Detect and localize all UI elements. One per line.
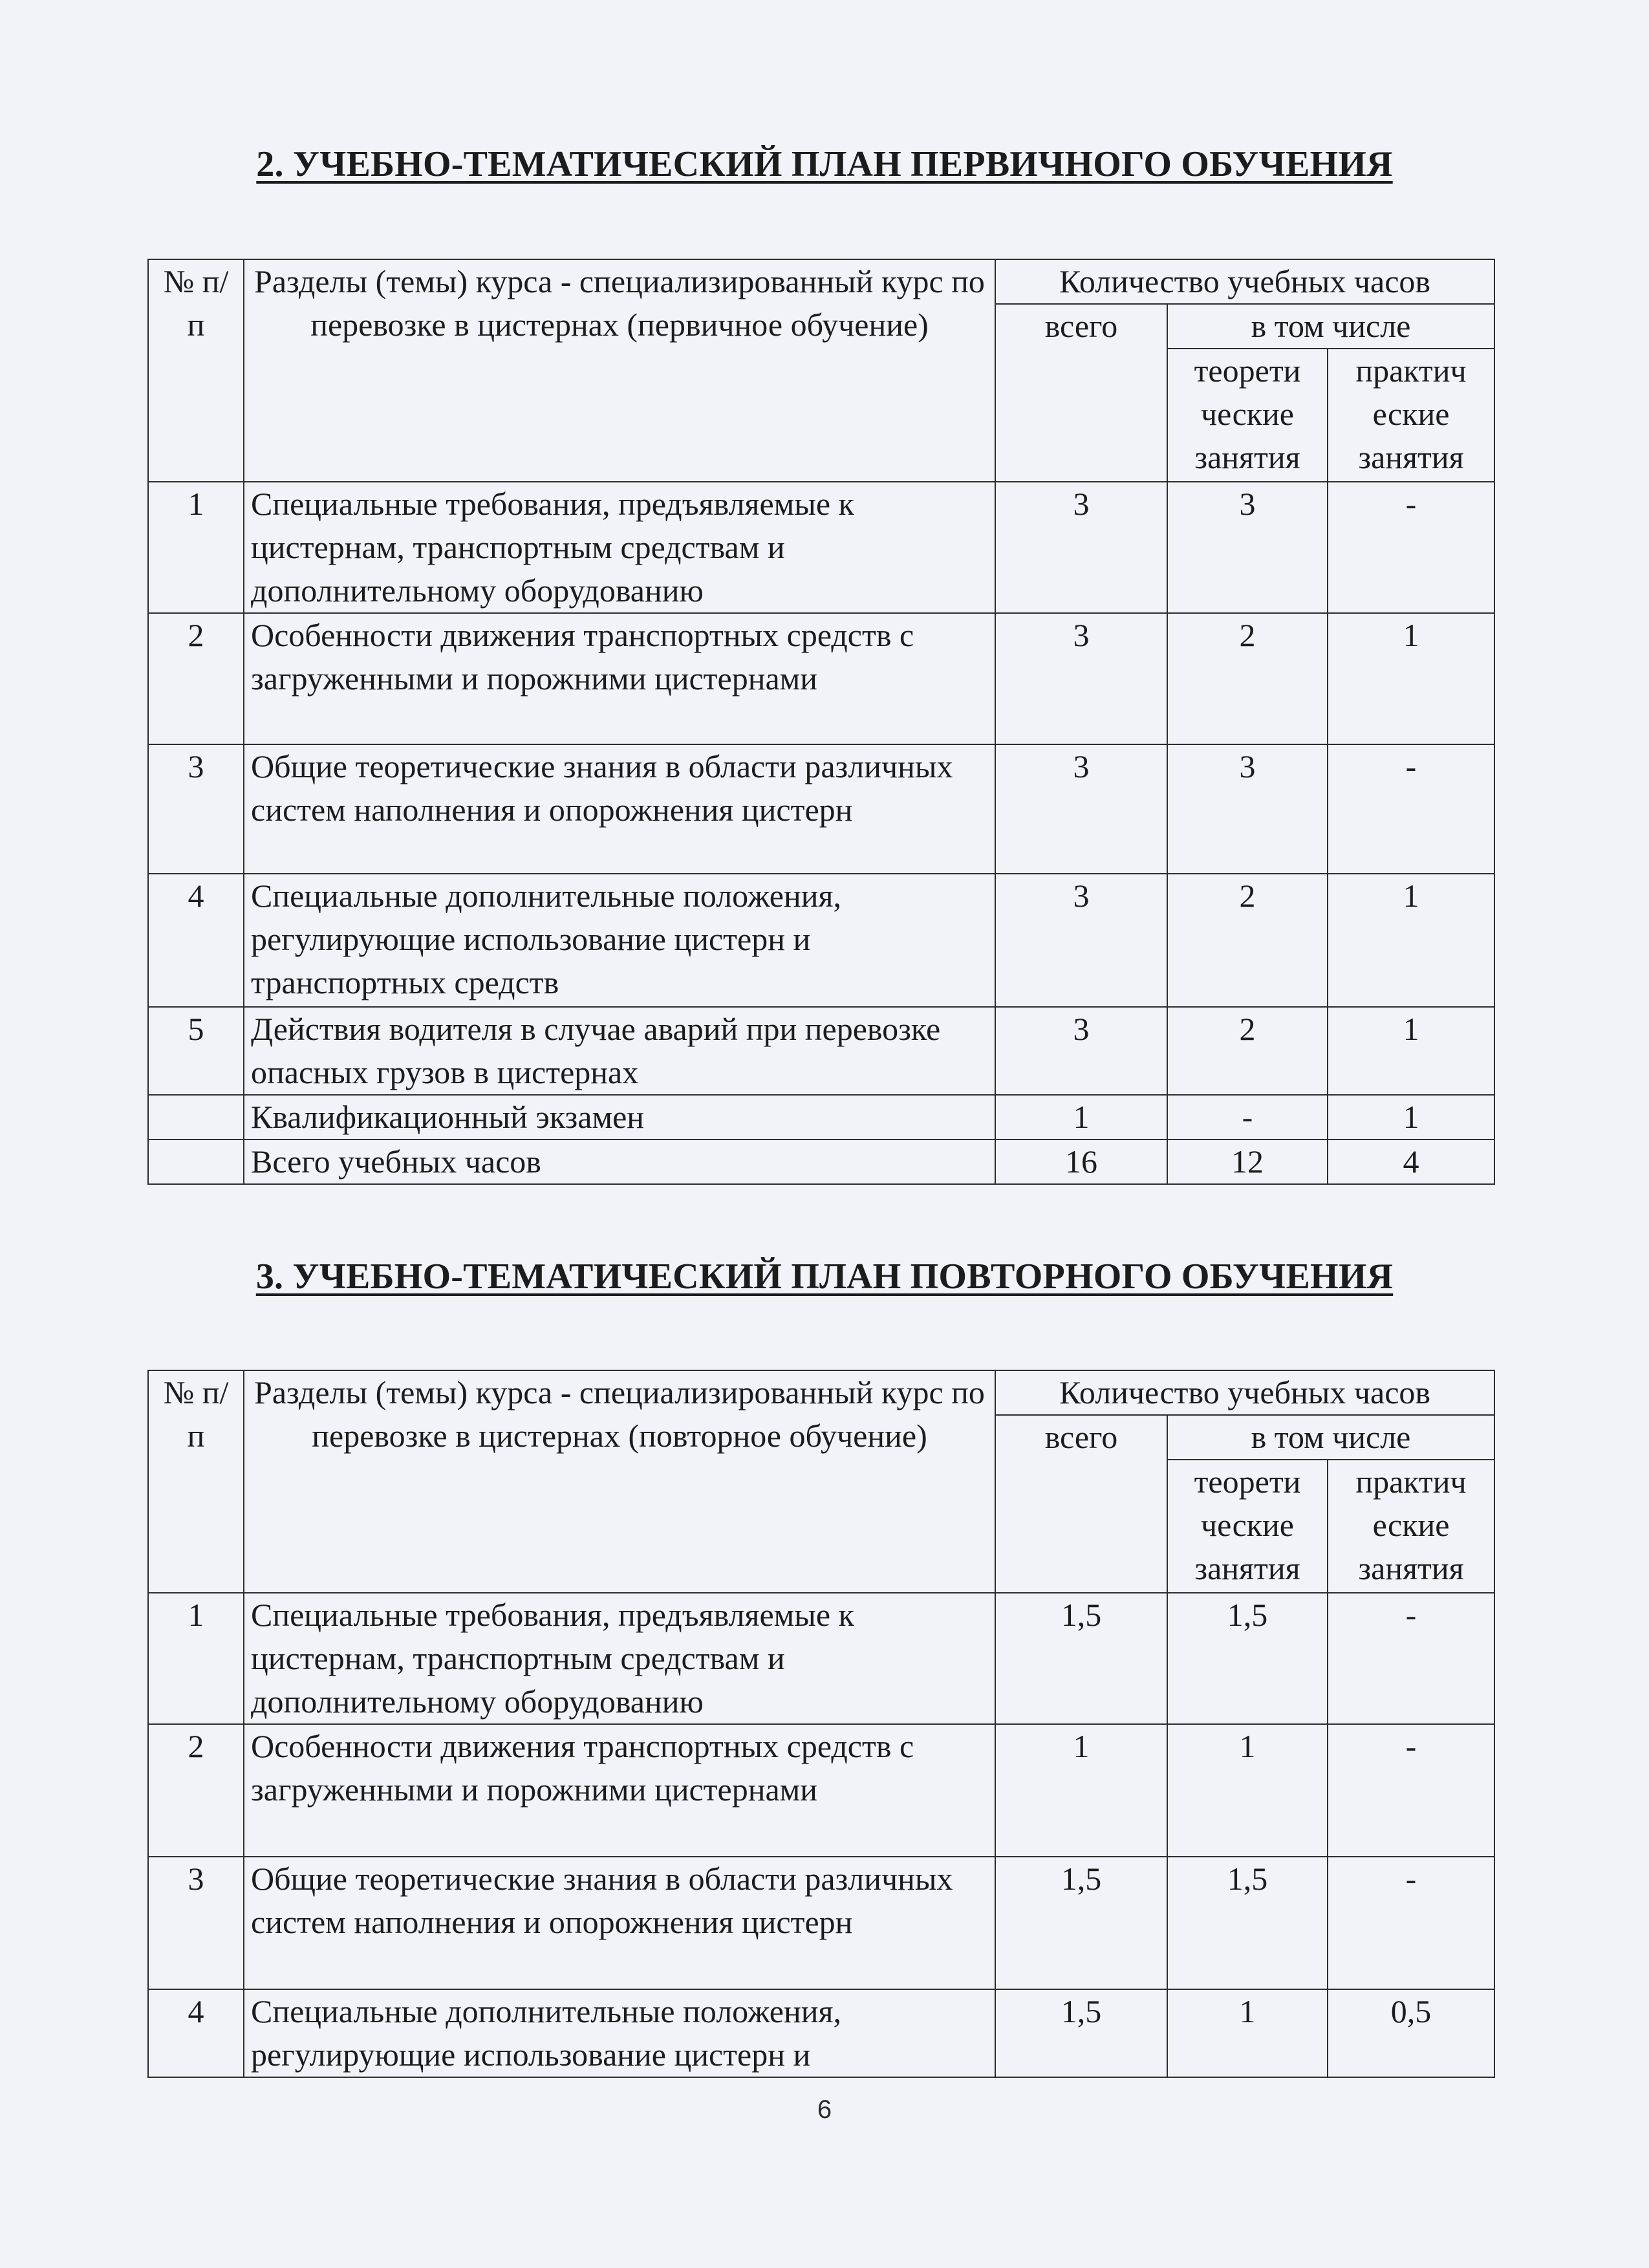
header-theory: теорети ческие занятия: [1167, 349, 1328, 482]
header-practice: практич еские занятия: [1328, 1460, 1494, 1593]
table-row: [148, 1857, 1494, 1989]
header-practice: практич еские занятия: [1328, 349, 1494, 482]
table-row: [148, 874, 1494, 1007]
row-total: 3: [995, 1007, 1167, 1095]
row-num: 4: [148, 874, 244, 1007]
row-total: 3: [995, 744, 1167, 874]
row-theory: 1: [1167, 1989, 1328, 2077]
header-topic: Разделы (темы) курса - специализированный курс по перевозке в цистернах (первичное обучение): [244, 259, 995, 482]
row-total: 1,5: [995, 1857, 1167, 1989]
row-theory: 1: [1167, 1724, 1328, 1857]
repeat-training-plan-table: [147, 1370, 1495, 2078]
row-total: 1,5: [995, 1989, 1167, 2077]
header-hours: Количество учебных часов: [995, 259, 1494, 304]
table-row: [148, 1007, 1494, 1095]
row-practice: -: [1328, 1593, 1494, 1724]
row-topic: Общие теоретические знания в области различных систем наполнения и опорожнения цистерн: [244, 1857, 995, 1989]
header-topic: Разделы (темы) курса - специализированный курс по перевозке в цистернах (повторное обучение): [244, 1370, 995, 1593]
row-num: [148, 1139, 244, 1184]
row-total: 1,5: [995, 1593, 1167, 1724]
header-including: в том числе: [1167, 1415, 1494, 1460]
row-theory: -: [1167, 1095, 1328, 1139]
row-practice: 4: [1328, 1139, 1494, 1184]
row-theory: 2: [1167, 874, 1328, 1007]
row-num: 5: [148, 1007, 244, 1095]
header-hours: Количество учебных часов: [995, 1370, 1494, 1415]
row-num: 2: [148, 613, 244, 744]
row-topic: Особенности движения транспортных средств с загруженными и порожними цистернами: [244, 613, 995, 744]
section-heading-primary-training: 2. УЧЕБНО-ТЕМАТИЧЕСКИЙ ПЛАН ПЕРВИЧНОГО ОБУЧЕНИЯ: [256, 144, 1393, 184]
row-total: 1: [995, 1724, 1167, 1857]
table-row: [148, 1989, 1494, 2077]
row-theory: 3: [1167, 744, 1328, 874]
row-topic: Особенности движения транспортных средств с загруженными и порожними цистернами: [244, 1724, 995, 1857]
header-num: № п/п: [148, 259, 244, 482]
row-practice: 1: [1328, 874, 1494, 1007]
header-total: всего: [995, 1415, 1167, 1593]
row-practice: -: [1328, 1724, 1494, 1857]
row-practice: 1: [1328, 613, 1494, 744]
row-topic: Специальные дополнительные положения, регулирующие использование цистерн и транспортных средств: [244, 874, 995, 1007]
row-theory: 1,5: [1167, 1593, 1328, 1724]
row-practice: -: [1328, 1857, 1494, 1989]
row-theory: 3: [1167, 482, 1328, 613]
row-topic: Специальные дополнительные положения, регулирующие использование цистерн и: [244, 1989, 995, 2077]
row-practice: 1: [1328, 1095, 1494, 1139]
row-num: 3: [148, 744, 244, 874]
row-total: 3: [995, 613, 1167, 744]
section-heading-repeat-training: 3. УЧЕБНО-ТЕМАТИЧЕСКИЙ ПЛАН ПОВТОРНОГО ОБУЧЕНИЯ: [255, 1257, 1394, 1297]
table-row: [148, 1593, 1494, 1724]
table-row: [148, 1724, 1494, 1857]
table-row: [148, 744, 1494, 874]
header-total: всего: [995, 304, 1167, 482]
table-row: [148, 613, 1494, 744]
row-num: 4: [148, 1989, 244, 2077]
primary-training-plan-table: [147, 259, 1495, 1185]
row-theory: 2: [1167, 1007, 1328, 1095]
row-topic: Всего учебных часов: [244, 1139, 995, 1184]
row-total: 3: [995, 482, 1167, 613]
row-topic: Специальные требования, предъявляемые к цистернам, транспортным средствам и дополнительному оборудованию: [244, 482, 995, 613]
row-total: 16: [995, 1139, 1167, 1184]
row-practice: -: [1328, 482, 1494, 613]
row-theory: 1,5: [1167, 1857, 1328, 1989]
row-practice: 1: [1328, 1007, 1494, 1095]
row-num: 3: [148, 1857, 244, 1989]
row-num: 1: [148, 1593, 244, 1724]
header-num: № п/п: [148, 1370, 244, 1593]
row-topic: Специальные требования, предъявляемые к цистернам, транспортным средствам и дополнительному оборудованию: [244, 1593, 995, 1724]
row-num: 2: [148, 1724, 244, 1857]
row-practice: 0,5: [1328, 1989, 1494, 2077]
row-num: [148, 1095, 244, 1139]
row-practice: -: [1328, 744, 1494, 874]
row-total: 1: [995, 1095, 1167, 1139]
page-number: 6: [817, 2095, 832, 2124]
row-total: 3: [995, 874, 1167, 1007]
row-theory: 2: [1167, 613, 1328, 744]
table-row-exam: [148, 1095, 1494, 1139]
row-topic: Действия водителя в случае аварий при перевозке опасных грузов в цистернах: [244, 1007, 995, 1095]
row-num: 1: [148, 482, 244, 613]
row-topic: Общие теоретические знания в области различных систем наполнения и опорожнения цистерн: [244, 744, 995, 874]
header-including: в том числе: [1167, 304, 1494, 349]
table-row: [148, 482, 1494, 613]
row-theory: 12: [1167, 1139, 1328, 1184]
header-theory: теорети ческие занятия: [1167, 1460, 1328, 1593]
row-topic: Квалификационный экзамен: [244, 1095, 995, 1139]
table-row-total: [148, 1139, 1494, 1184]
